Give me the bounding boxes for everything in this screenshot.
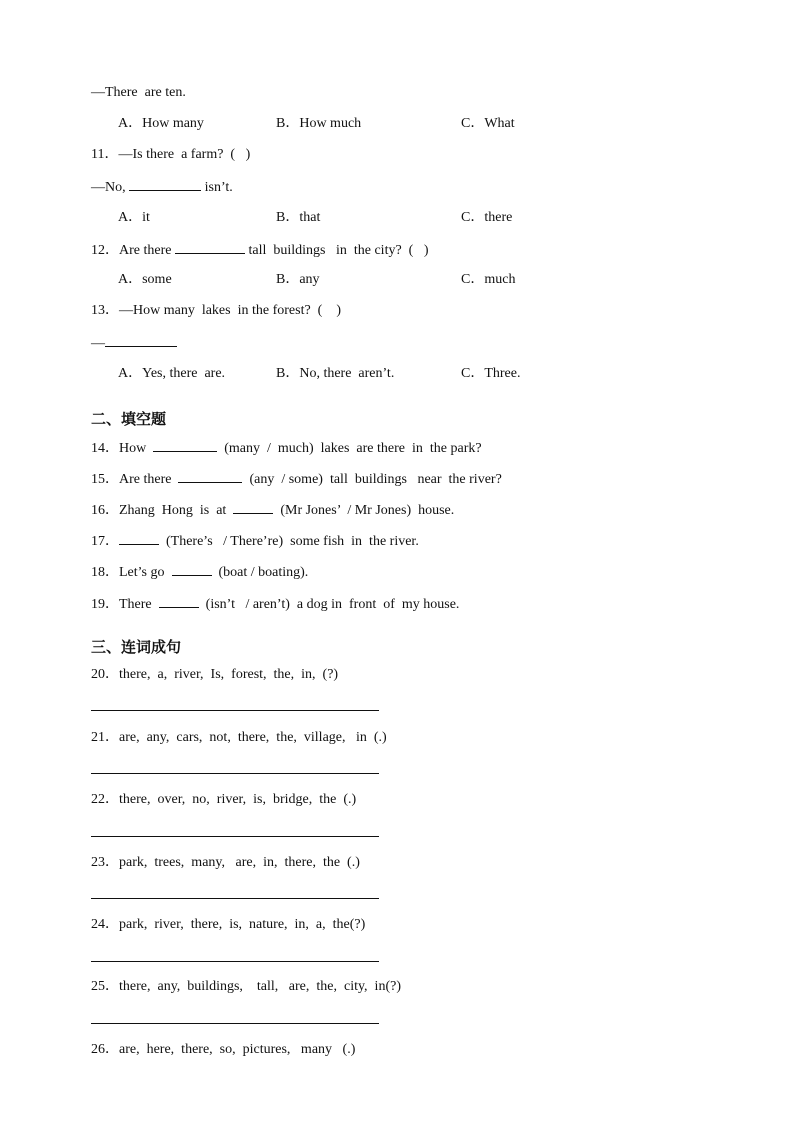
q21-words: 21．are, any, cars, not, there, the, village, in (.) bbox=[91, 730, 387, 745]
q16: 16．Zhang Hong is at (Mr Jones’ / Mr Jones) house. bbox=[91, 500, 454, 520]
q12-question: 12．Are there tall buildings in the city? ( ) bbox=[91, 240, 429, 260]
q26-words: 26．are, here, there, so, pictures, many (.) bbox=[91, 1042, 356, 1057]
q24-answer-line bbox=[91, 961, 379, 962]
q13-question: 13．—How many lakes in the forest? ( ) bbox=[91, 303, 341, 318]
q25-answer-line bbox=[91, 1023, 379, 1024]
q14-blank bbox=[153, 438, 217, 452]
q11-option-c: C．there bbox=[461, 210, 513, 225]
q20-answer-line bbox=[91, 710, 379, 711]
q11-option-a: A．it bbox=[118, 210, 150, 225]
q10-option-a: A．How many bbox=[118, 116, 204, 131]
q23-words: 23．park, trees, many, are, in, there, the (.) bbox=[91, 855, 360, 870]
q23-answer-line bbox=[91, 898, 379, 899]
q12-option-b: B．any bbox=[276, 272, 320, 287]
q15-blank bbox=[178, 469, 242, 483]
q20-words: 20．there, a, river, Is, forest, the, in, (?) bbox=[91, 667, 339, 682]
q18: 18．Let’s go (boat / boating). bbox=[91, 562, 308, 582]
q10-option-b: B．How much bbox=[276, 116, 362, 131]
section-fill-blank-heading: 二、填空题 bbox=[91, 410, 167, 428]
q12-option-c: C．much bbox=[461, 272, 516, 287]
q12-blank bbox=[175, 240, 245, 254]
q11-option-b: B．that bbox=[276, 210, 321, 225]
q13-blank bbox=[105, 333, 177, 347]
q16-blank bbox=[233, 500, 273, 514]
q10-answer-line: —There are ten. bbox=[91, 85, 186, 100]
q11-question: 11．—Is there a farm? ( ) bbox=[91, 147, 251, 162]
q25-words: 25．there, any, buildings, tall, are, the, city, in(?) bbox=[91, 979, 401, 994]
q13-option-b: B．No, there aren’t. bbox=[276, 366, 395, 381]
q13-option-c: C．Three. bbox=[461, 366, 521, 381]
q22-words: 22．there, over, no, river, is, bridge, the (.) bbox=[91, 792, 357, 807]
q19-blank bbox=[159, 594, 199, 608]
q19: 19．There (isn’t / aren’t) a dog in front of my house. bbox=[91, 594, 459, 614]
q13-option-a: A．Yes, there are. bbox=[118, 366, 226, 381]
q17-blank bbox=[119, 531, 159, 545]
q10-option-c: C．What bbox=[461, 116, 515, 131]
q21-answer-line bbox=[91, 773, 379, 774]
q13-answer-line: — bbox=[91, 333, 177, 353]
q18-blank bbox=[172, 562, 212, 576]
q24-words: 24．park, river, there, is, nature, in, a, the(?) bbox=[91, 917, 366, 932]
q17: 17． (There’s / There’re) some fish in the river. bbox=[91, 531, 419, 551]
q12-option-a: A．some bbox=[118, 272, 172, 287]
q15: 15．Are there (any / some) tall buildings near the river? bbox=[91, 469, 502, 489]
q11-blank bbox=[129, 177, 201, 191]
q22-answer-line bbox=[91, 836, 379, 837]
section-sentence-heading: 三、连词成句 bbox=[91, 638, 182, 656]
q14: 14．How (many / much) lakes are there in the park? bbox=[91, 438, 482, 458]
q11-answer-line: —No, isn’t. bbox=[91, 177, 233, 197]
